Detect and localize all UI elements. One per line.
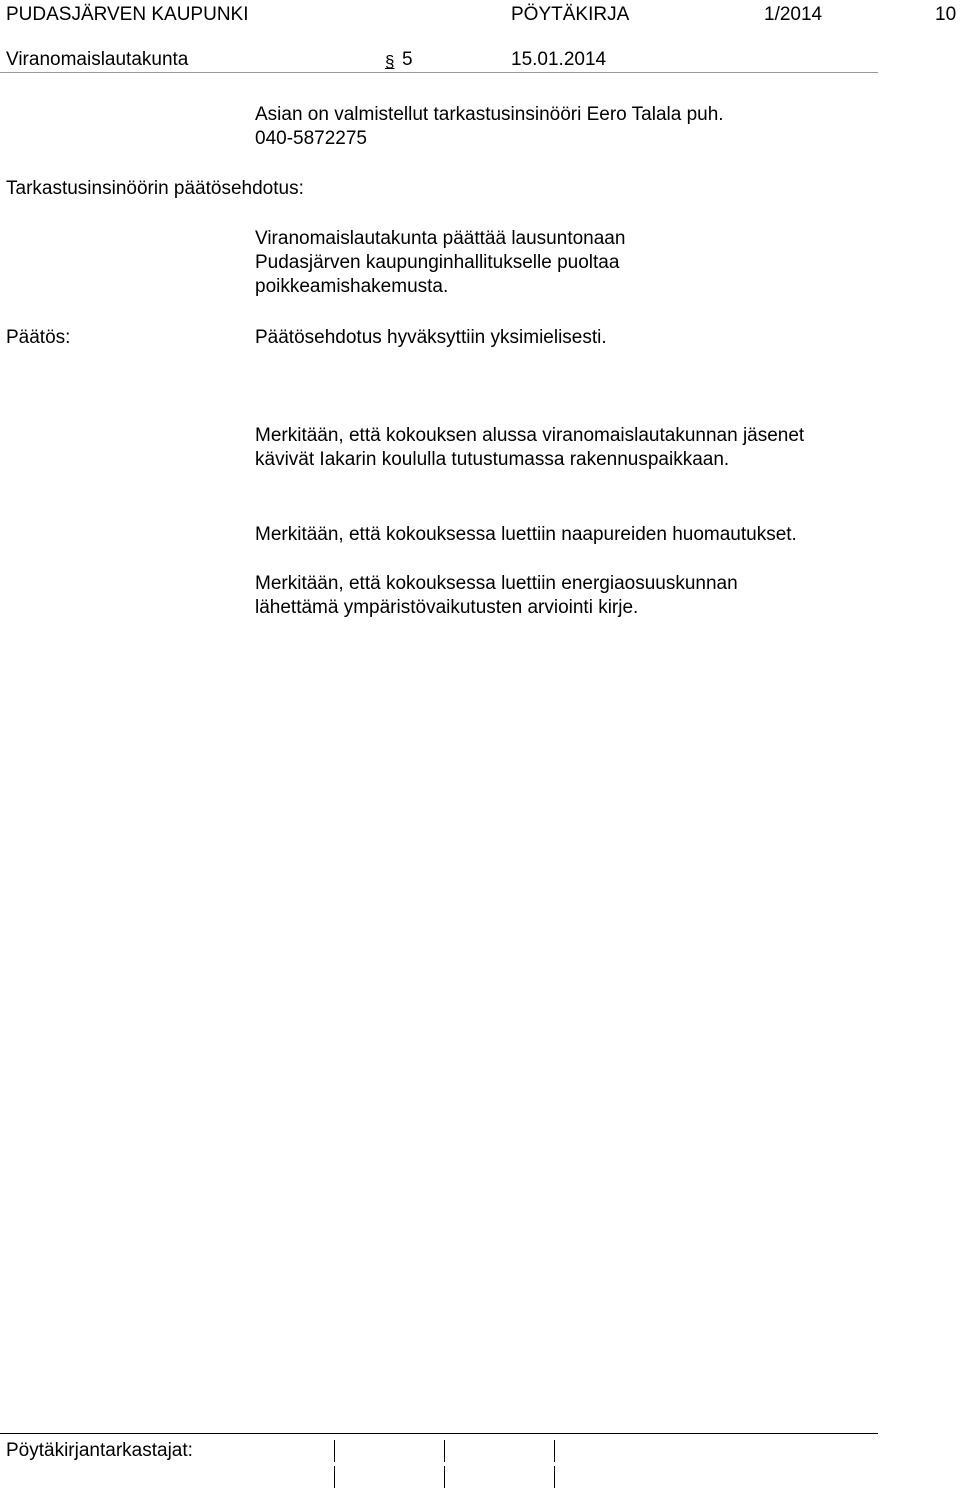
signature-field-6 (554, 1466, 555, 1488)
note-paragraph (255, 424, 945, 472)
proposal-label: Tarkastusinsinöörin päätösehdotus: (6, 178, 304, 199)
reviewers-label: Pöytäkirjantarkastajat: (6, 1440, 193, 1461)
signature-field-4 (334, 1466, 335, 1488)
footer-divider (0, 1433, 878, 1434)
proposal-line: poikkeamishakemusta. (255, 276, 449, 297)
proposal-line: Viranomaislautakunta päättää lausuntonaan (255, 228, 626, 249)
document-number: 1/2014 (764, 4, 823, 25)
note-line: kävivät Iakarin koululla tutustumassa rakennuspaikkaan. (255, 449, 730, 470)
proposal-line: Pudasjärven kaupunginhallitukselle puoltaa (255, 252, 620, 273)
note-paragraph (255, 523, 945, 547)
signature-field-2 (444, 1440, 445, 1462)
meeting-date: 15.01.2014 (511, 49, 607, 70)
organization-name: PUDASJÄRVEN KAUPUNKI (6, 4, 249, 25)
preparation-line: Asian on valmistellut tarkastusinsinööri Eero Talala puh. (255, 104, 724, 125)
note-line: Merkitään, että kokouksessa luettiin energiaosuuskunnan (255, 573, 738, 594)
preparation-info (255, 103, 945, 151)
proposal-text (255, 227, 945, 299)
note-line: Merkitään, että kokouksen alussa viranomaislautakunnan jäsenet (255, 425, 805, 446)
decision-label: Päätös: (6, 327, 71, 348)
signature-field-3 (554, 1440, 555, 1462)
committee-name: Viranomaislautakunta (6, 49, 189, 70)
document-type: PÖYTÄKIRJA (511, 4, 630, 25)
preparation-phone: 040-5872275 (255, 128, 367, 149)
page-number: 10 (935, 4, 957, 25)
note-line: lähettämä ympäristövaikutusten arviointi kirje. (255, 597, 639, 618)
section-number: 5 (402, 49, 413, 70)
section-sign: § (385, 52, 395, 71)
signature-field-5 (444, 1466, 445, 1488)
note-line: Merkitään, että kokouksessa luettiin naapureiden huomautukset. (255, 524, 797, 545)
decision-text: Päätösehdotus hyväksyttiin yksimielisesti. (255, 327, 607, 348)
note-paragraph (255, 572, 945, 620)
signature-field-1 (334, 1440, 335, 1462)
header-divider (0, 72, 878, 73)
